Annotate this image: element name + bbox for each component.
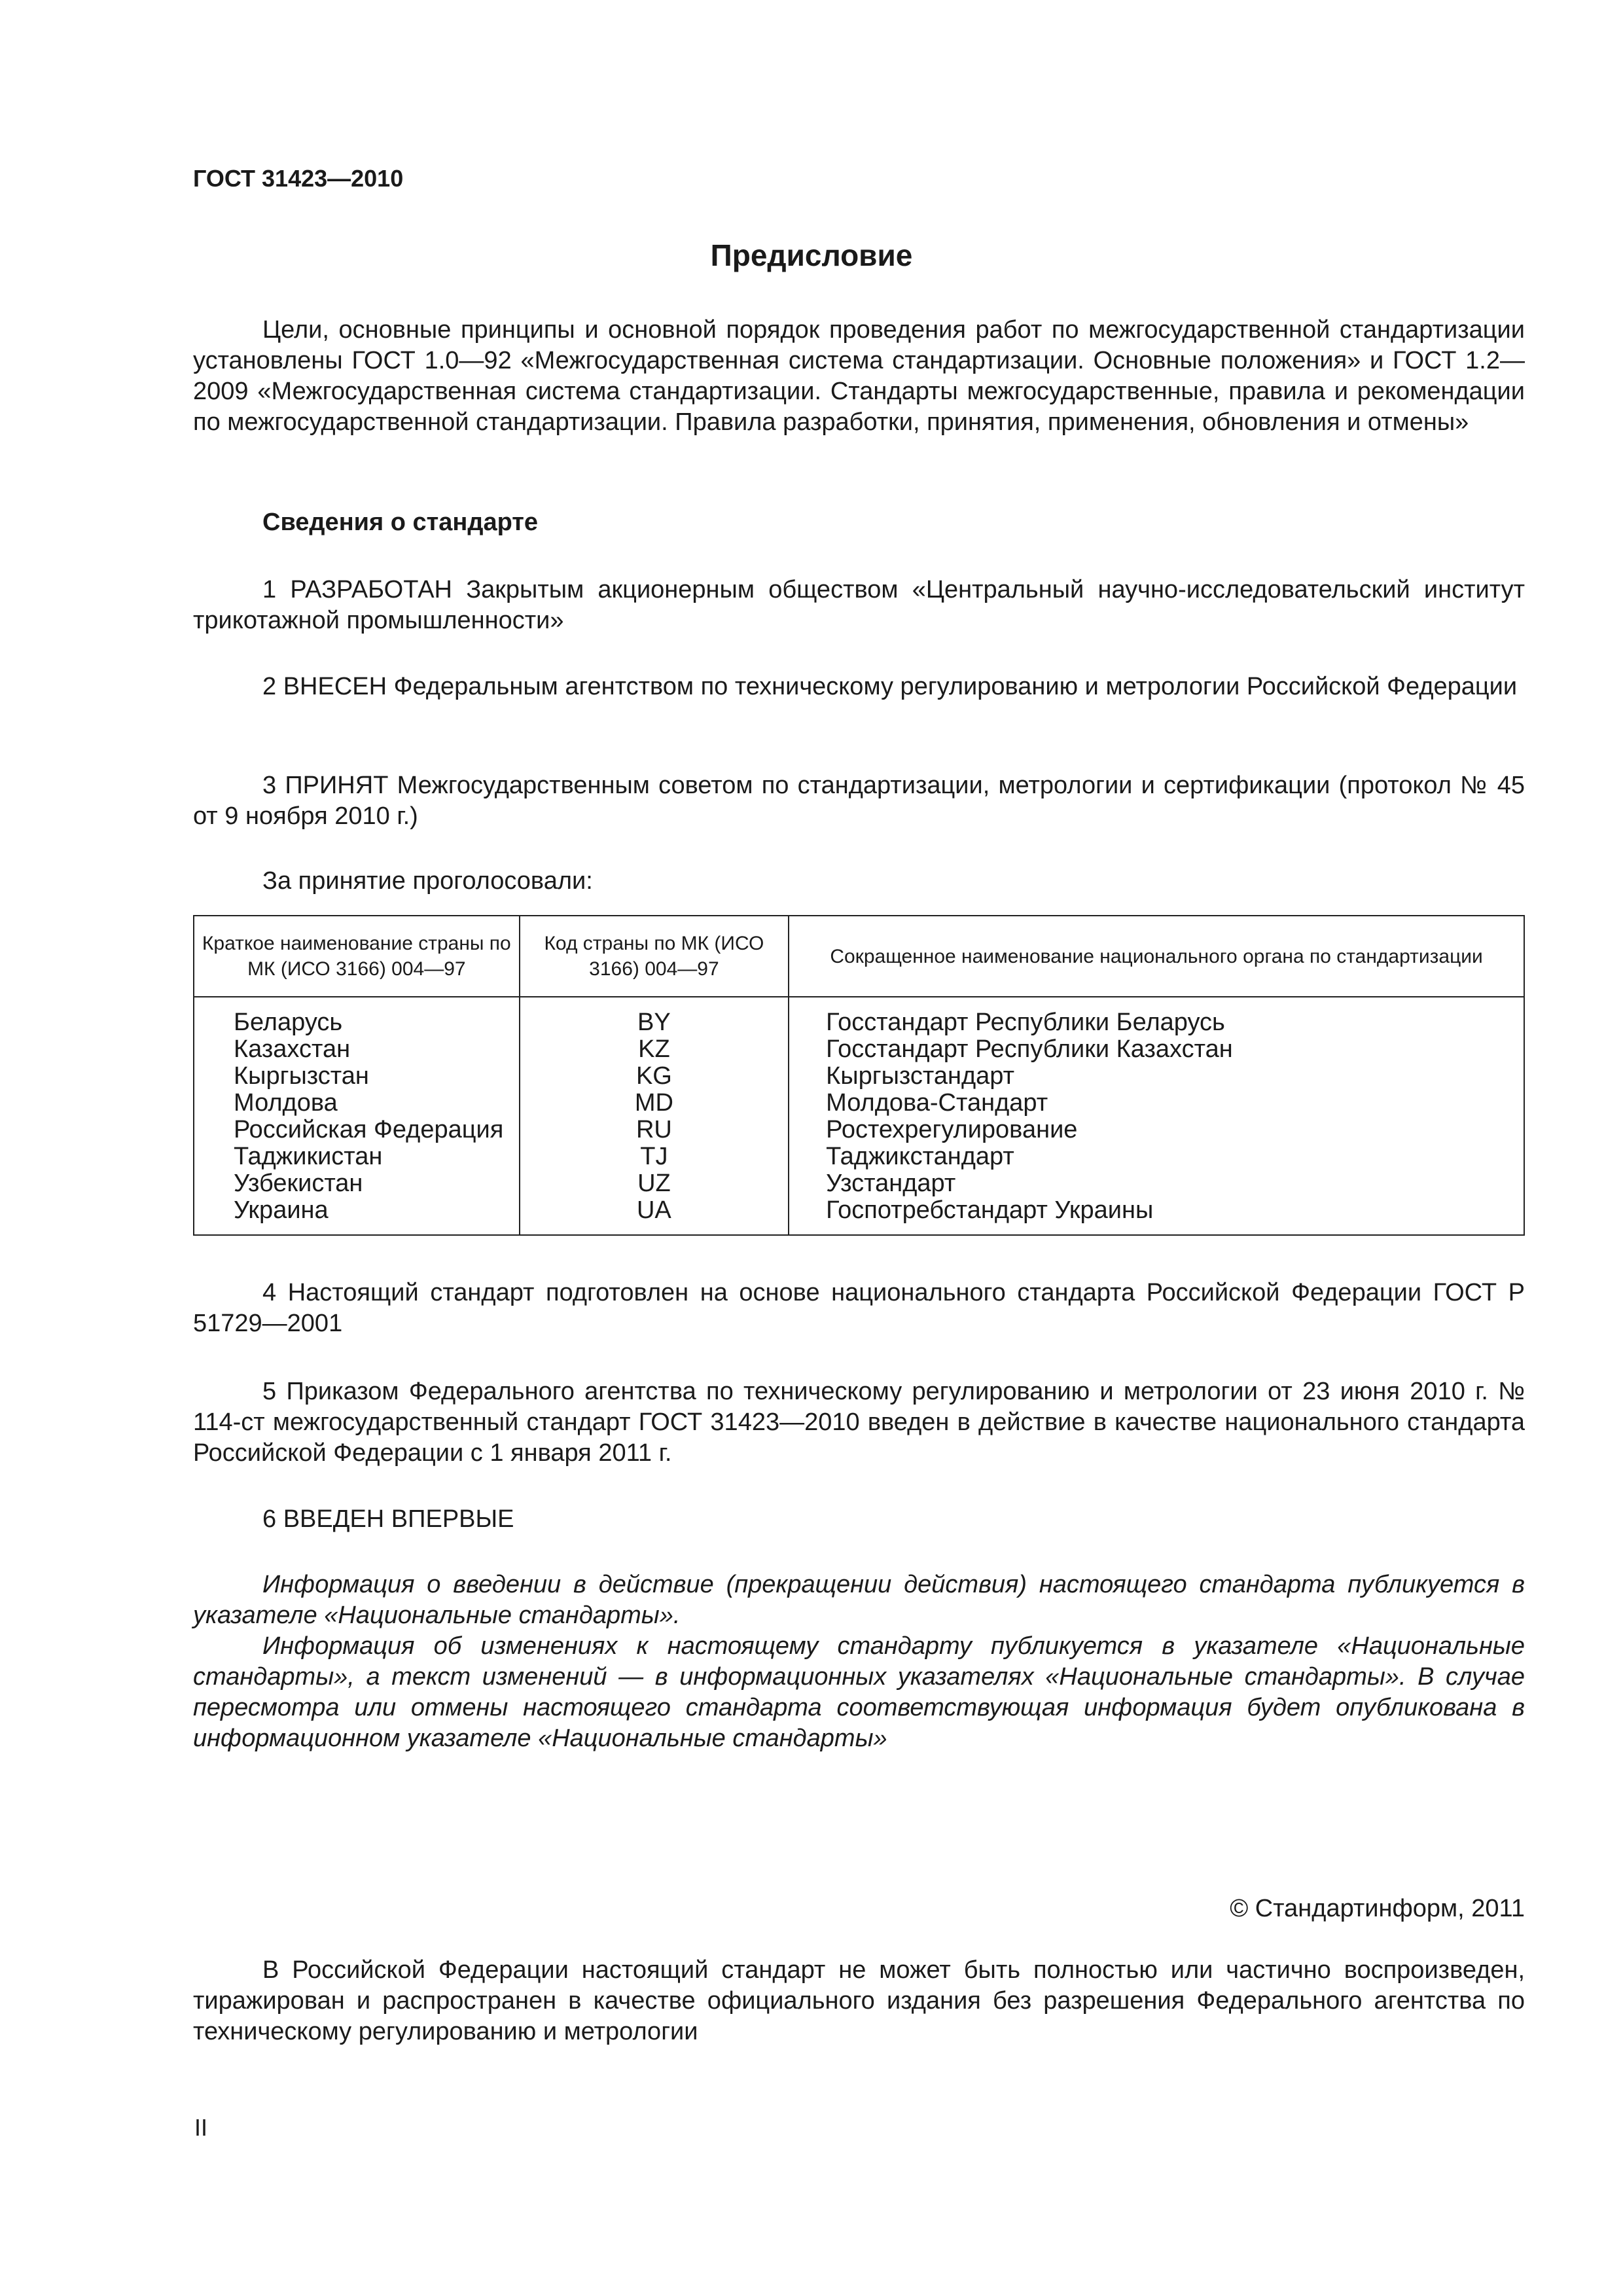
org-cell: Госпотребстандарт Украины xyxy=(789,1197,1524,1235)
item-2 xyxy=(193,672,1525,702)
table-row xyxy=(194,1197,1524,1235)
country-cell: Беларусь xyxy=(194,997,520,1036)
country-cell: Украина xyxy=(194,1197,520,1235)
item-3 xyxy=(193,770,1525,832)
table-header-row xyxy=(194,916,1524,997)
intro-block xyxy=(193,315,1525,438)
table-row xyxy=(194,1063,1524,1090)
country-cell: Таджикистан xyxy=(194,1143,520,1170)
org-cell: Молдова-Стандарт xyxy=(789,1090,1524,1117)
org-cell: Ростехрегулирование xyxy=(789,1117,1524,1143)
votes-caption: За принятие проголосовали: xyxy=(262,867,593,895)
page-title: Предисловие xyxy=(710,238,913,272)
section-title: Сведения о стандарте xyxy=(262,509,539,536)
item-5 xyxy=(193,1376,1525,1469)
item-4 xyxy=(193,1278,1525,1339)
legal-block xyxy=(193,1955,1525,2047)
table-row xyxy=(194,1036,1524,1063)
country-cell: Узбекистан xyxy=(194,1170,520,1197)
info-block xyxy=(193,1570,1525,1754)
item-1-paragraph xyxy=(193,575,1525,636)
org-cell: Таджикстандарт xyxy=(789,1143,1524,1170)
table-row xyxy=(194,1170,1524,1197)
item-1-lead: 1 РАЗРАБОТАН xyxy=(262,576,452,603)
item-3-lead: 3 ПРИНЯТ xyxy=(262,772,389,799)
item-3-paragraph xyxy=(193,770,1525,832)
info-paragraph-2: Информация об изменениях к настоящему стандарту публикуется в указателе «Национальные стандарты», а текст изменений — в информационных указателях «Национальные стандарты». В случае пересмотра или отмены настоящего стандарта соответствующая информация будет опубликована в информационном указателе «Национальные стандарты» xyxy=(193,1632,1525,1752)
header-code: Код страны по МК (ИСО 3166) 004—97 xyxy=(520,916,789,997)
item-2-lead: 2 ВНЕСЕН xyxy=(262,673,387,700)
table-row xyxy=(194,997,1524,1036)
table-row xyxy=(194,1117,1524,1143)
info-paragraph-1: Информация о введении в действие (прекращении действия) настоящего стандарта публикуется в указателе «Национальные стандарты». xyxy=(193,1571,1525,1629)
intro-paragraph: Цели, основные принципы и основной порядок проведения работ по межгосударственной стандартизации установлены ГОСТ 1.0—92 «Межгосударственная система стандартизации. Основные положения» и ГОСТ 1.2—2009 «Межгосударственная система стандартизации. Стандарты межгосударственные, правила и рекомендации по межгосударственной стандартизации. Правила разработки, принятия, применения, обновления и отмены» xyxy=(193,316,1525,436)
item-6 xyxy=(193,1504,1525,1535)
votes-caption-block xyxy=(193,866,1525,897)
code-cell: KG xyxy=(520,1063,789,1090)
org-cell: Узстандарт xyxy=(789,1170,1524,1197)
code-cell: RU xyxy=(520,1117,789,1143)
table-row xyxy=(194,1090,1524,1117)
table-row xyxy=(194,1143,1524,1170)
item-3-text: Межгосударственным советом по стандартизации, метрологии и сертификации (протокол № 45 от 9 ноября 2010 г.) xyxy=(193,772,1525,830)
voting-table xyxy=(193,915,1525,1236)
country-cell: Российская Федерация xyxy=(194,1117,520,1143)
item-4-paragraph: 4 Настоящий стандарт подготовлен на основе национального стандарта Российской Федерации ГОСТ Р 51729—2001 xyxy=(193,1279,1525,1337)
code-cell: TJ xyxy=(520,1143,789,1170)
page-number: II xyxy=(194,2114,208,2141)
code-cell: UA xyxy=(520,1197,789,1235)
country-cell: Молдова xyxy=(194,1090,520,1117)
org-cell: Госстандарт Республики Беларусь xyxy=(789,997,1524,1036)
item-2-paragraph xyxy=(193,672,1525,702)
copyright-notice: © Стандартинформ, 2011 xyxy=(1230,1895,1525,1922)
code-cell: KZ xyxy=(520,1036,789,1063)
legal-notice: В Российской Федерации настоящий стандарт не может быть полностью или частично воспроизведен, тиражирован и распространен в качестве официального издания без разрешения Федерального агентства по техническому регулированию и метрологии xyxy=(193,1956,1525,2045)
item-5-paragraph: 5 Приказом Федерального агентства по техническому регулированию и метрологии от 23 июня 2010 г. № 114-ст межгосударственный стандарт ГОСТ 31423—2010 введен в действие в качестве национального стандарта Российской Федерации с 1 января 2011 г. xyxy=(193,1378,1525,1467)
standard-code-header: ГОСТ 31423—2010 xyxy=(193,165,404,192)
code-cell: UZ xyxy=(520,1170,789,1197)
item-1 xyxy=(193,575,1525,636)
country-cell: Казахстан xyxy=(194,1036,520,1063)
code-cell: BY xyxy=(520,997,789,1036)
item-6-paragraph: 6 ВВЕДЕН ВПЕРВЫЕ xyxy=(262,1505,514,1533)
org-cell: Кыргызстандарт xyxy=(789,1063,1524,1090)
header-organization: Сокращенное наименование национального органа по стандартизации xyxy=(789,916,1524,997)
org-cell: Госстандарт Республики Казахстан xyxy=(789,1036,1524,1063)
country-cell: Кыргызстан xyxy=(194,1063,520,1090)
item-2-text: Федеральным агентством по техническому регулированию и метрологии Российской Федерации xyxy=(387,673,1518,700)
item-1-text: Закрытым акционерным обществом «Центральный научно-исследовательский институт трикотажной промышленности» xyxy=(193,576,1525,634)
header-country: Краткое наименование страны по МК (ИСО 3166) 004—97 xyxy=(194,916,520,997)
code-cell: MD xyxy=(520,1090,789,1117)
